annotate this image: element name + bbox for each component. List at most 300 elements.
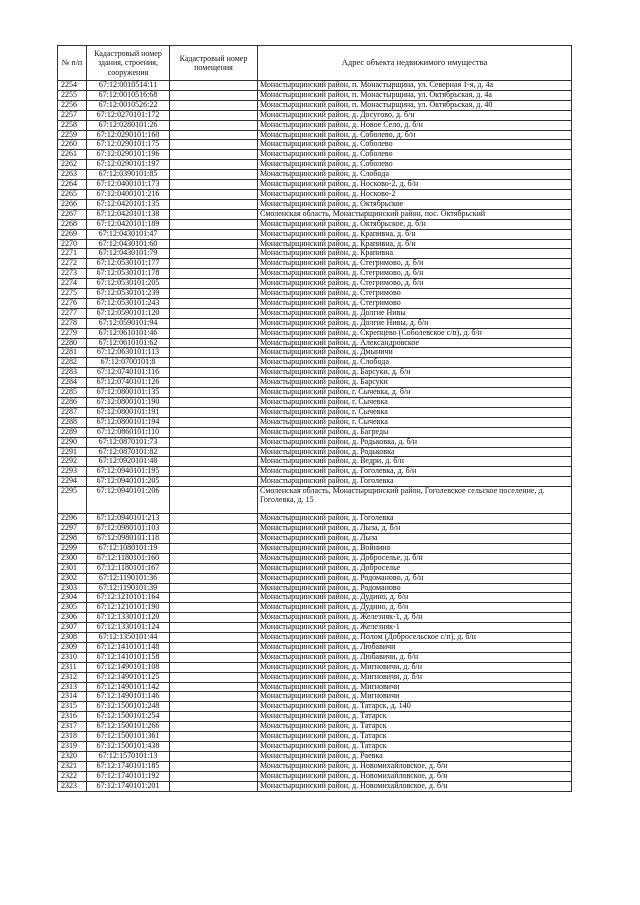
property-address: Монастырщинский район, д. Татарск: [258, 732, 572, 742]
table-row: [58, 140, 572, 150]
room-cadastral-number: [170, 130, 258, 140]
table-row: [58, 692, 572, 702]
property-address: Монастырщинский район, д. Александровское: [258, 338, 572, 348]
building-cadastral-number: 67:12:0590101:120: [87, 308, 170, 318]
row-number: 2321: [58, 761, 87, 771]
table-body: [58, 81, 572, 792]
row-number: 2255: [58, 90, 87, 100]
row-number: 2254: [58, 81, 87, 91]
table-row: [58, 553, 572, 563]
room-cadastral-number: [170, 368, 258, 378]
row-number: 2256: [58, 100, 87, 110]
table-row: [58, 150, 572, 160]
table-row: [58, 279, 572, 289]
table-row: [58, 437, 572, 447]
table-row: [58, 771, 572, 781]
building-cadastral-number: 67:12:0290101:160: [87, 130, 170, 140]
property-address: Монастырщинский район, д. Новомихайловское, д. б/н: [258, 771, 572, 781]
room-cadastral-number: [170, 269, 258, 279]
building-cadastral-number: 67:12:0800101:191: [87, 407, 170, 417]
table-row: [58, 427, 572, 437]
building-cadastral-number: 67:12:1500101:438: [87, 742, 170, 752]
property-address: Монастырщинский район, д. Татарск: [258, 742, 572, 752]
room-cadastral-number: [170, 189, 258, 199]
room-cadastral-number: [170, 209, 258, 219]
room-cadastral-number: [170, 722, 258, 732]
row-number: 2308: [58, 633, 87, 643]
row-number: 2267: [58, 209, 87, 219]
room-cadastral-number: [170, 524, 258, 534]
building-cadastral-number: 67:12:0940101:195: [87, 467, 170, 477]
room-cadastral-number: [170, 633, 258, 643]
property-address: Монастырщинский район, д. Лыза: [258, 533, 572, 543]
building-cadastral-number: 67:12:1190101:39: [87, 583, 170, 593]
room-cadastral-number: [170, 573, 258, 583]
row-number: 2290: [58, 437, 87, 447]
table-row: [58, 308, 572, 318]
room-cadastral-number: [170, 90, 258, 100]
table-row: [58, 180, 572, 190]
building-cadastral-number: 67:12:1180101:160: [87, 553, 170, 563]
property-address: Монастырщинский район, д. Крапивна, д. б/н: [258, 229, 572, 239]
table-row: [58, 269, 572, 279]
building-cadastral-number: 67:12:0420101:138: [87, 209, 170, 219]
room-cadastral-number: [170, 751, 258, 761]
room-cadastral-number: [170, 487, 258, 514]
property-address: Монастырщинский район, д. Гоголевка, д. б/н: [258, 467, 572, 477]
header-building-cadastral: Кадастровый номер здания, строения, сооружения: [87, 46, 170, 81]
row-number: 2279: [58, 328, 87, 338]
property-address: Монастырщинский район, п. Монастырщина, ул. Северная 1-я, д. 4а: [258, 81, 572, 91]
room-cadastral-number: [170, 533, 258, 543]
room-cadastral-number: [170, 219, 258, 229]
building-cadastral-number: 67:12:0530101:177: [87, 259, 170, 269]
table-row: [58, 702, 572, 712]
room-cadastral-number: [170, 427, 258, 437]
property-address: Монастырщинский район, д. Соболево: [258, 150, 572, 160]
property-address: Монастырщинский район, г. Сычевка: [258, 417, 572, 427]
row-number: 2258: [58, 120, 87, 130]
room-cadastral-number: [170, 150, 258, 160]
table-row: [58, 388, 572, 398]
table-row: [58, 751, 572, 761]
table-row: [58, 110, 572, 120]
room-cadastral-number: [170, 514, 258, 524]
building-cadastral-number: 67:12:0940101:213: [87, 514, 170, 524]
property-address: Монастырщинский район, д. Гоголевка: [258, 514, 572, 524]
table-row: [58, 712, 572, 722]
table-row: [58, 348, 572, 358]
building-cadastral-number: 67:12:0420101:189: [87, 219, 170, 229]
property-address: Монастырщинский район, д. Полом (Добросельское с/п), д. б/н: [258, 633, 572, 643]
building-cadastral-number: 67:12:0430101:79: [87, 249, 170, 259]
property-address: Монастырщинский район, д. Мигновичи, д. б/н: [258, 672, 572, 682]
row-number: 2310: [58, 652, 87, 662]
building-cadastral-number: 67:12:1410101:148: [87, 642, 170, 652]
building-cadastral-number: 67:12:0530101:205: [87, 279, 170, 289]
table-row: [58, 593, 572, 603]
property-address: Монастырщинский район, г. Сычевка: [258, 407, 572, 417]
row-number: 2316: [58, 712, 87, 722]
table-row: [58, 130, 572, 140]
building-cadastral-number: 67:12:0290101:197: [87, 160, 170, 170]
table-row: [58, 189, 572, 199]
room-cadastral-number: [170, 229, 258, 239]
room-cadastral-number: [170, 170, 258, 180]
room-cadastral-number: [170, 407, 258, 417]
property-address: Монастырщинский район, д. Слобода: [258, 358, 572, 368]
row-number: 2275: [58, 289, 87, 299]
property-address: Монастырщинский район, д. Октябрьское, д. б/н: [258, 219, 572, 229]
table-row: [58, 603, 572, 613]
room-cadastral-number: [170, 662, 258, 672]
property-address: Монастырщинский район, д. Любавичи, д. б/н: [258, 652, 572, 662]
table-row: [58, 259, 572, 269]
row-number: 2311: [58, 662, 87, 672]
row-number: 2322: [58, 771, 87, 781]
row-number: 2282: [58, 358, 87, 368]
table-row: [58, 170, 572, 180]
room-cadastral-number: [170, 180, 258, 190]
property-table: [57, 45, 572, 792]
room-cadastral-number: [170, 417, 258, 427]
room-cadastral-number: [170, 199, 258, 209]
table-row: [58, 368, 572, 378]
building-cadastral-number: 67:12:1210101:164: [87, 593, 170, 603]
building-cadastral-number: 67:12:0980101:118: [87, 533, 170, 543]
room-cadastral-number: [170, 279, 258, 289]
property-address: Монастырщинский район, д. Стегримово, д. б/н: [258, 279, 572, 289]
room-cadastral-number: [170, 742, 258, 752]
room-cadastral-number: [170, 543, 258, 553]
header-address: Адрес объекта недвижимого имущества: [258, 46, 572, 81]
building-cadastral-number: 67:12:1490101:146: [87, 692, 170, 702]
building-cadastral-number: 67:12:1740101:185: [87, 761, 170, 771]
building-cadastral-number: 67:12:0860101:110: [87, 427, 170, 437]
room-cadastral-number: [170, 563, 258, 573]
property-address: Монастырщинский район, д. Стегримово, д. б/н: [258, 259, 572, 269]
property-address: Монастырщинский район, г. Сычевка: [258, 398, 572, 408]
row-number: 2260: [58, 140, 87, 150]
table-row: [58, 633, 572, 643]
row-number: 2274: [58, 279, 87, 289]
table-row: [58, 781, 572, 791]
row-number: 2268: [58, 219, 87, 229]
room-cadastral-number: [170, 328, 258, 338]
row-number: 2291: [58, 447, 87, 457]
row-number: 2315: [58, 702, 87, 712]
property-address: Монастырщинский район, д. Дудино, д. б/н: [258, 593, 572, 603]
row-number: 2298: [58, 533, 87, 543]
table-row: [58, 722, 572, 732]
building-cadastral-number: 67:12:0610101:46: [87, 328, 170, 338]
row-number: 2302: [58, 573, 87, 583]
room-cadastral-number: [170, 81, 258, 91]
row-number: 2314: [58, 692, 87, 702]
table-row: [58, 90, 572, 100]
row-number: 2271: [58, 249, 87, 259]
building-cadastral-number: 67:12:0800101:135: [87, 388, 170, 398]
table-row: [58, 672, 572, 682]
property-address: Монастырщинский район, д. Родоманово: [258, 583, 572, 593]
table-row: [58, 682, 572, 692]
table-row: [58, 209, 572, 219]
building-cadastral-number: 67:12:1080101:19: [87, 543, 170, 553]
building-cadastral-number: 67:12:1490101:108: [87, 662, 170, 672]
table-row: [58, 199, 572, 209]
room-cadastral-number: [170, 348, 258, 358]
row-number: 2287: [58, 407, 87, 417]
row-number: 2294: [58, 477, 87, 487]
building-cadastral-number: 67:12:0610101:62: [87, 338, 170, 348]
table-row: [58, 160, 572, 170]
building-cadastral-number: 67:12:0940101:205: [87, 477, 170, 487]
property-address: Монастырщинский район, д. Доброселье: [258, 563, 572, 573]
row-number: 2293: [58, 467, 87, 477]
row-number: 2303: [58, 583, 87, 593]
table-row: [58, 613, 572, 623]
building-cadastral-number: 67:12:1740101:201: [87, 781, 170, 791]
property-address: Монастырщинский район, д. Железняк-1: [258, 623, 572, 633]
row-number: 2292: [58, 457, 87, 467]
row-number: 2309: [58, 642, 87, 652]
property-address: Монастырщинский район, г. Сычевка, д. б/н: [258, 388, 572, 398]
property-address: Монастырщинский район, д. Соболево, д. б/н: [258, 130, 572, 140]
room-cadastral-number: [170, 771, 258, 781]
building-cadastral-number: 67:12:0290101:196: [87, 150, 170, 160]
room-cadastral-number: [170, 259, 258, 269]
building-cadastral-number: 67:12:0530101:243: [87, 298, 170, 308]
property-address: Монастырщинский район, д. Мигновичи: [258, 682, 572, 692]
row-number: 2280: [58, 338, 87, 348]
table-row: [58, 229, 572, 239]
building-cadastral-number: 67:12:1330101:124: [87, 623, 170, 633]
building-cadastral-number: 67:12:0630101:113: [87, 348, 170, 358]
row-number: 2263: [58, 170, 87, 180]
property-address: Монастырщинский район, д. Барсуки: [258, 378, 572, 388]
row-number: 2296: [58, 514, 87, 524]
property-address: Монастырщинский район, д. Стегримово, д. б/н: [258, 269, 572, 279]
property-address: Монастырщинский район, д. Долгие Нивы, д. б/н: [258, 318, 572, 328]
table-row: [58, 417, 572, 427]
building-cadastral-number: 67:12:1490101:125: [87, 672, 170, 682]
building-cadastral-number: 67:12:0420101:135: [87, 199, 170, 209]
row-number: 2276: [58, 298, 87, 308]
property-address: Монастырщинский район, д. Крапивна, д. б/н: [258, 239, 572, 249]
row-number: 2264: [58, 180, 87, 190]
row-number: 2284: [58, 378, 87, 388]
room-cadastral-number: [170, 593, 258, 603]
table-row: [58, 398, 572, 408]
row-number: 2277: [58, 308, 87, 318]
table-row: [58, 742, 572, 752]
room-cadastral-number: [170, 682, 258, 692]
table-row: [58, 338, 572, 348]
table-row: [58, 100, 572, 110]
building-cadastral-number: 67:12:0920101:48: [87, 457, 170, 467]
room-cadastral-number: [170, 378, 258, 388]
property-address: Монастырщинский район, д. Стегримово: [258, 289, 572, 299]
row-number: 2306: [58, 613, 87, 623]
room-cadastral-number: [170, 761, 258, 771]
room-cadastral-number: [170, 613, 258, 623]
property-address: Монастырщинский район, д. Родьковка: [258, 447, 572, 457]
property-address: Монастырщинский район, д. Родоманово, д. б/н: [258, 573, 572, 583]
property-address: Монастырщинский район, д. Войнино: [258, 543, 572, 553]
property-address: Монастырщинский район, д. Новомихайловское, д. б/н: [258, 781, 572, 791]
row-number: 2273: [58, 269, 87, 279]
row-number: 2300: [58, 553, 87, 563]
room-cadastral-number: [170, 437, 258, 447]
building-cadastral-number: 67:12:0800101:194: [87, 417, 170, 427]
row-number: 2323: [58, 781, 87, 791]
property-address: Монастырщинский район, д. Барсуки, д. б/н: [258, 368, 572, 378]
property-address: Монастырщинский район, д. Доброселье, д. б/н: [258, 553, 572, 563]
table-row: [58, 289, 572, 299]
table-row: [58, 378, 572, 388]
building-cadastral-number: 67:12:0870101:82: [87, 447, 170, 457]
row-number: 2259: [58, 130, 87, 140]
room-cadastral-number: [170, 467, 258, 477]
row-number: 2317: [58, 722, 87, 732]
property-address: Монастырщинский район, д. Родьковка, д. б/н: [258, 437, 572, 447]
table-row: [58, 487, 572, 514]
room-cadastral-number: [170, 160, 258, 170]
property-address: Монастырщинский район, д. Любавичи: [258, 642, 572, 652]
table-row: [58, 318, 572, 328]
building-cadastral-number: 67:12:0400101:216: [87, 189, 170, 199]
room-cadastral-number: [170, 100, 258, 110]
room-cadastral-number: [170, 781, 258, 791]
property-address: Монастырщинский район, д. Дудино, д. б/н: [258, 603, 572, 613]
property-address: Смоленская область, Монастырщинский район, Гоголевское сельское поселение, д. Гоголевка, д. 15: [258, 487, 572, 514]
building-cadastral-number: 67:12:0740101:116: [87, 368, 170, 378]
building-cadastral-number: 67:12:0430101:60: [87, 239, 170, 249]
building-cadastral-number: 67:12:1500101:266: [87, 722, 170, 732]
row-number: 2286: [58, 398, 87, 408]
building-cadastral-number: 67:12:0700101:8: [87, 358, 170, 368]
table-row: [58, 662, 572, 672]
property-address: Смоленская область, Монастырщинский район, пос. Октябрьский: [258, 209, 572, 219]
table-row: [58, 623, 572, 633]
property-address: Монастырщинский район, д. Раевка: [258, 751, 572, 761]
registry-document: [57, 45, 571, 792]
row-number: 2270: [58, 239, 87, 249]
row-number: 2262: [58, 160, 87, 170]
property-address: Монастырщинский район, д. Татарск, д. 140: [258, 702, 572, 712]
table-row: [58, 467, 572, 477]
row-number: 2319: [58, 742, 87, 752]
row-number: 2320: [58, 751, 87, 761]
property-address: Монастырщинский район, д. Багреды: [258, 427, 572, 437]
room-cadastral-number: [170, 140, 258, 150]
table-row: [58, 514, 572, 524]
property-address: Монастырщинский район, д. Дмыничи: [258, 348, 572, 358]
table-row: [58, 563, 572, 573]
table-row: [58, 239, 572, 249]
property-address: Монастырщинский район, д. Соболево: [258, 160, 572, 170]
building-cadastral-number: 67:12:1180101:167: [87, 563, 170, 573]
property-address: Монастырщинский район, д. Ведри, д. б/н: [258, 457, 572, 467]
row-number: 2301: [58, 563, 87, 573]
room-cadastral-number: [170, 712, 258, 722]
room-cadastral-number: [170, 702, 258, 712]
room-cadastral-number: [170, 583, 258, 593]
room-cadastral-number: [170, 239, 258, 249]
property-address: Монастырщинский район, д. Мигновичи: [258, 692, 572, 702]
row-number: 2295: [58, 487, 87, 514]
table-row: [58, 358, 572, 368]
building-cadastral-number: 67:12:0740101:126: [87, 378, 170, 388]
property-address: Монастырщинский район, д. Лыза, д. б/н: [258, 524, 572, 534]
building-cadastral-number: 67:12:0010526:22: [87, 100, 170, 110]
table-row: [58, 219, 572, 229]
property-address: Монастырщинский район, п. Монастырщина, ул. Октябрьская, д. 4а: [258, 90, 572, 100]
building-cadastral-number: 67:12:1500101:254: [87, 712, 170, 722]
room-cadastral-number: [170, 289, 258, 299]
property-address: Монастырщинский район, д. Долгие Нивы: [258, 308, 572, 318]
row-number: 2266: [58, 199, 87, 209]
row-number: 2305: [58, 603, 87, 613]
table-row: [58, 642, 572, 652]
row-number: 2278: [58, 318, 87, 328]
building-cadastral-number: 67:12:0390101:85: [87, 170, 170, 180]
row-number: 2272: [58, 259, 87, 269]
room-cadastral-number: [170, 447, 258, 457]
property-address: Монастырщинский район, д. Мигновичи, д. б/н: [258, 662, 572, 672]
table-row: [58, 583, 572, 593]
room-cadastral-number: [170, 398, 258, 408]
table-header-row: [58, 46, 572, 81]
row-number: 2285: [58, 388, 87, 398]
building-cadastral-number: 67:12:1490101:142: [87, 682, 170, 692]
row-number: 2289: [58, 427, 87, 437]
table-row: [58, 457, 572, 467]
room-cadastral-number: [170, 603, 258, 613]
property-address: Монастырщинский район, д. Стегримово: [258, 298, 572, 308]
table-row: [58, 732, 572, 742]
building-cadastral-number: 67:12:1500101:248: [87, 702, 170, 712]
building-cadastral-number: 67:12:0280101:26: [87, 120, 170, 130]
room-cadastral-number: [170, 358, 258, 368]
table-row: [58, 533, 572, 543]
building-cadastral-number: 67:12:0430101:47: [87, 229, 170, 239]
row-number: 2297: [58, 524, 87, 534]
property-address: Монастырщинский район, д. Носково-2, д. б/н: [258, 180, 572, 190]
header-room-cadastral: Кадастровый номер помещения: [170, 46, 258, 81]
table-row: [58, 447, 572, 457]
property-address: Монастырщинский район, д. Скрепцево (Соболевское с/п), д. б/н: [258, 328, 572, 338]
building-cadastral-number: 67:12:1190101:36: [87, 573, 170, 583]
building-cadastral-number: 67:12:1570101:13: [87, 751, 170, 761]
room-cadastral-number: [170, 652, 258, 662]
property-address: Монастырщинский район, д. Досугово, д. б/н: [258, 110, 572, 120]
table-row: [58, 120, 572, 130]
row-number: 2299: [58, 543, 87, 553]
building-cadastral-number: 67:12:0010516:68: [87, 90, 170, 100]
room-cadastral-number: [170, 110, 258, 120]
table-row: [58, 524, 572, 534]
table-row: [58, 477, 572, 487]
room-cadastral-number: [170, 477, 258, 487]
room-cadastral-number: [170, 642, 258, 652]
building-cadastral-number: 67:12:0530101:178: [87, 269, 170, 279]
table-row: [58, 761, 572, 771]
building-cadastral-number: 67:12:0530101:239: [87, 289, 170, 299]
building-cadastral-number: 67:12:0010514:11: [87, 81, 170, 91]
table-row: [58, 543, 572, 553]
row-number: 2261: [58, 150, 87, 160]
